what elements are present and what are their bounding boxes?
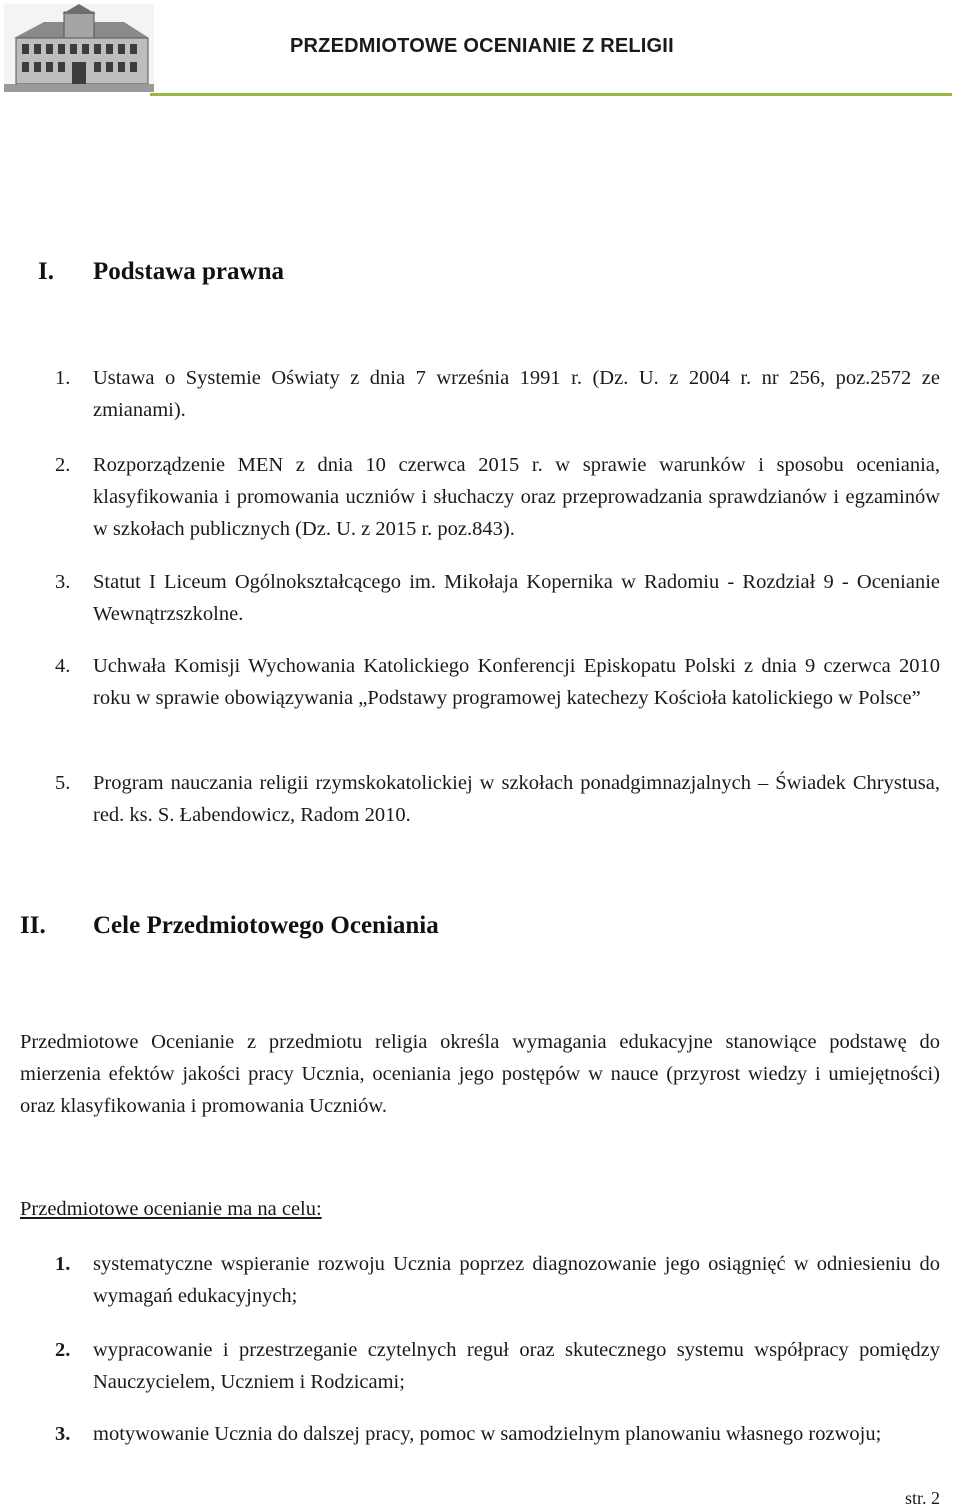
page-header	[0, 0, 960, 100]
section-1-title: Podstawa prawna	[93, 258, 284, 285]
section-2-title: Cele Przedmiotowego Oceniania	[93, 912, 439, 939]
document-header-title: PRZEDMIOTOWE OCENIANIE Z RELIGII	[290, 35, 674, 57]
school-building-logo	[4, 4, 154, 92]
goals-heading: Przedmiotowe ocenianie ma na celu:	[20, 1198, 322, 1220]
header-divider	[150, 93, 952, 96]
section-1-number: I.	[38, 258, 54, 285]
page-number: str. 2	[904, 1488, 940, 1508]
section-2-number: II.	[20, 912, 46, 939]
section-2-intro-paragraph: Przedmiotowe Ocenianie z przedmiotu religia określa wymagania edukacyjne stanowiące podstawę do mierzenia efektów jakości pracy Ucznia, oceniania jego postępów w nauce (przyrost wiedzy i umiejętności) oraz klasyfikowania i promowania Uczniów.	[20, 1031, 940, 1117]
